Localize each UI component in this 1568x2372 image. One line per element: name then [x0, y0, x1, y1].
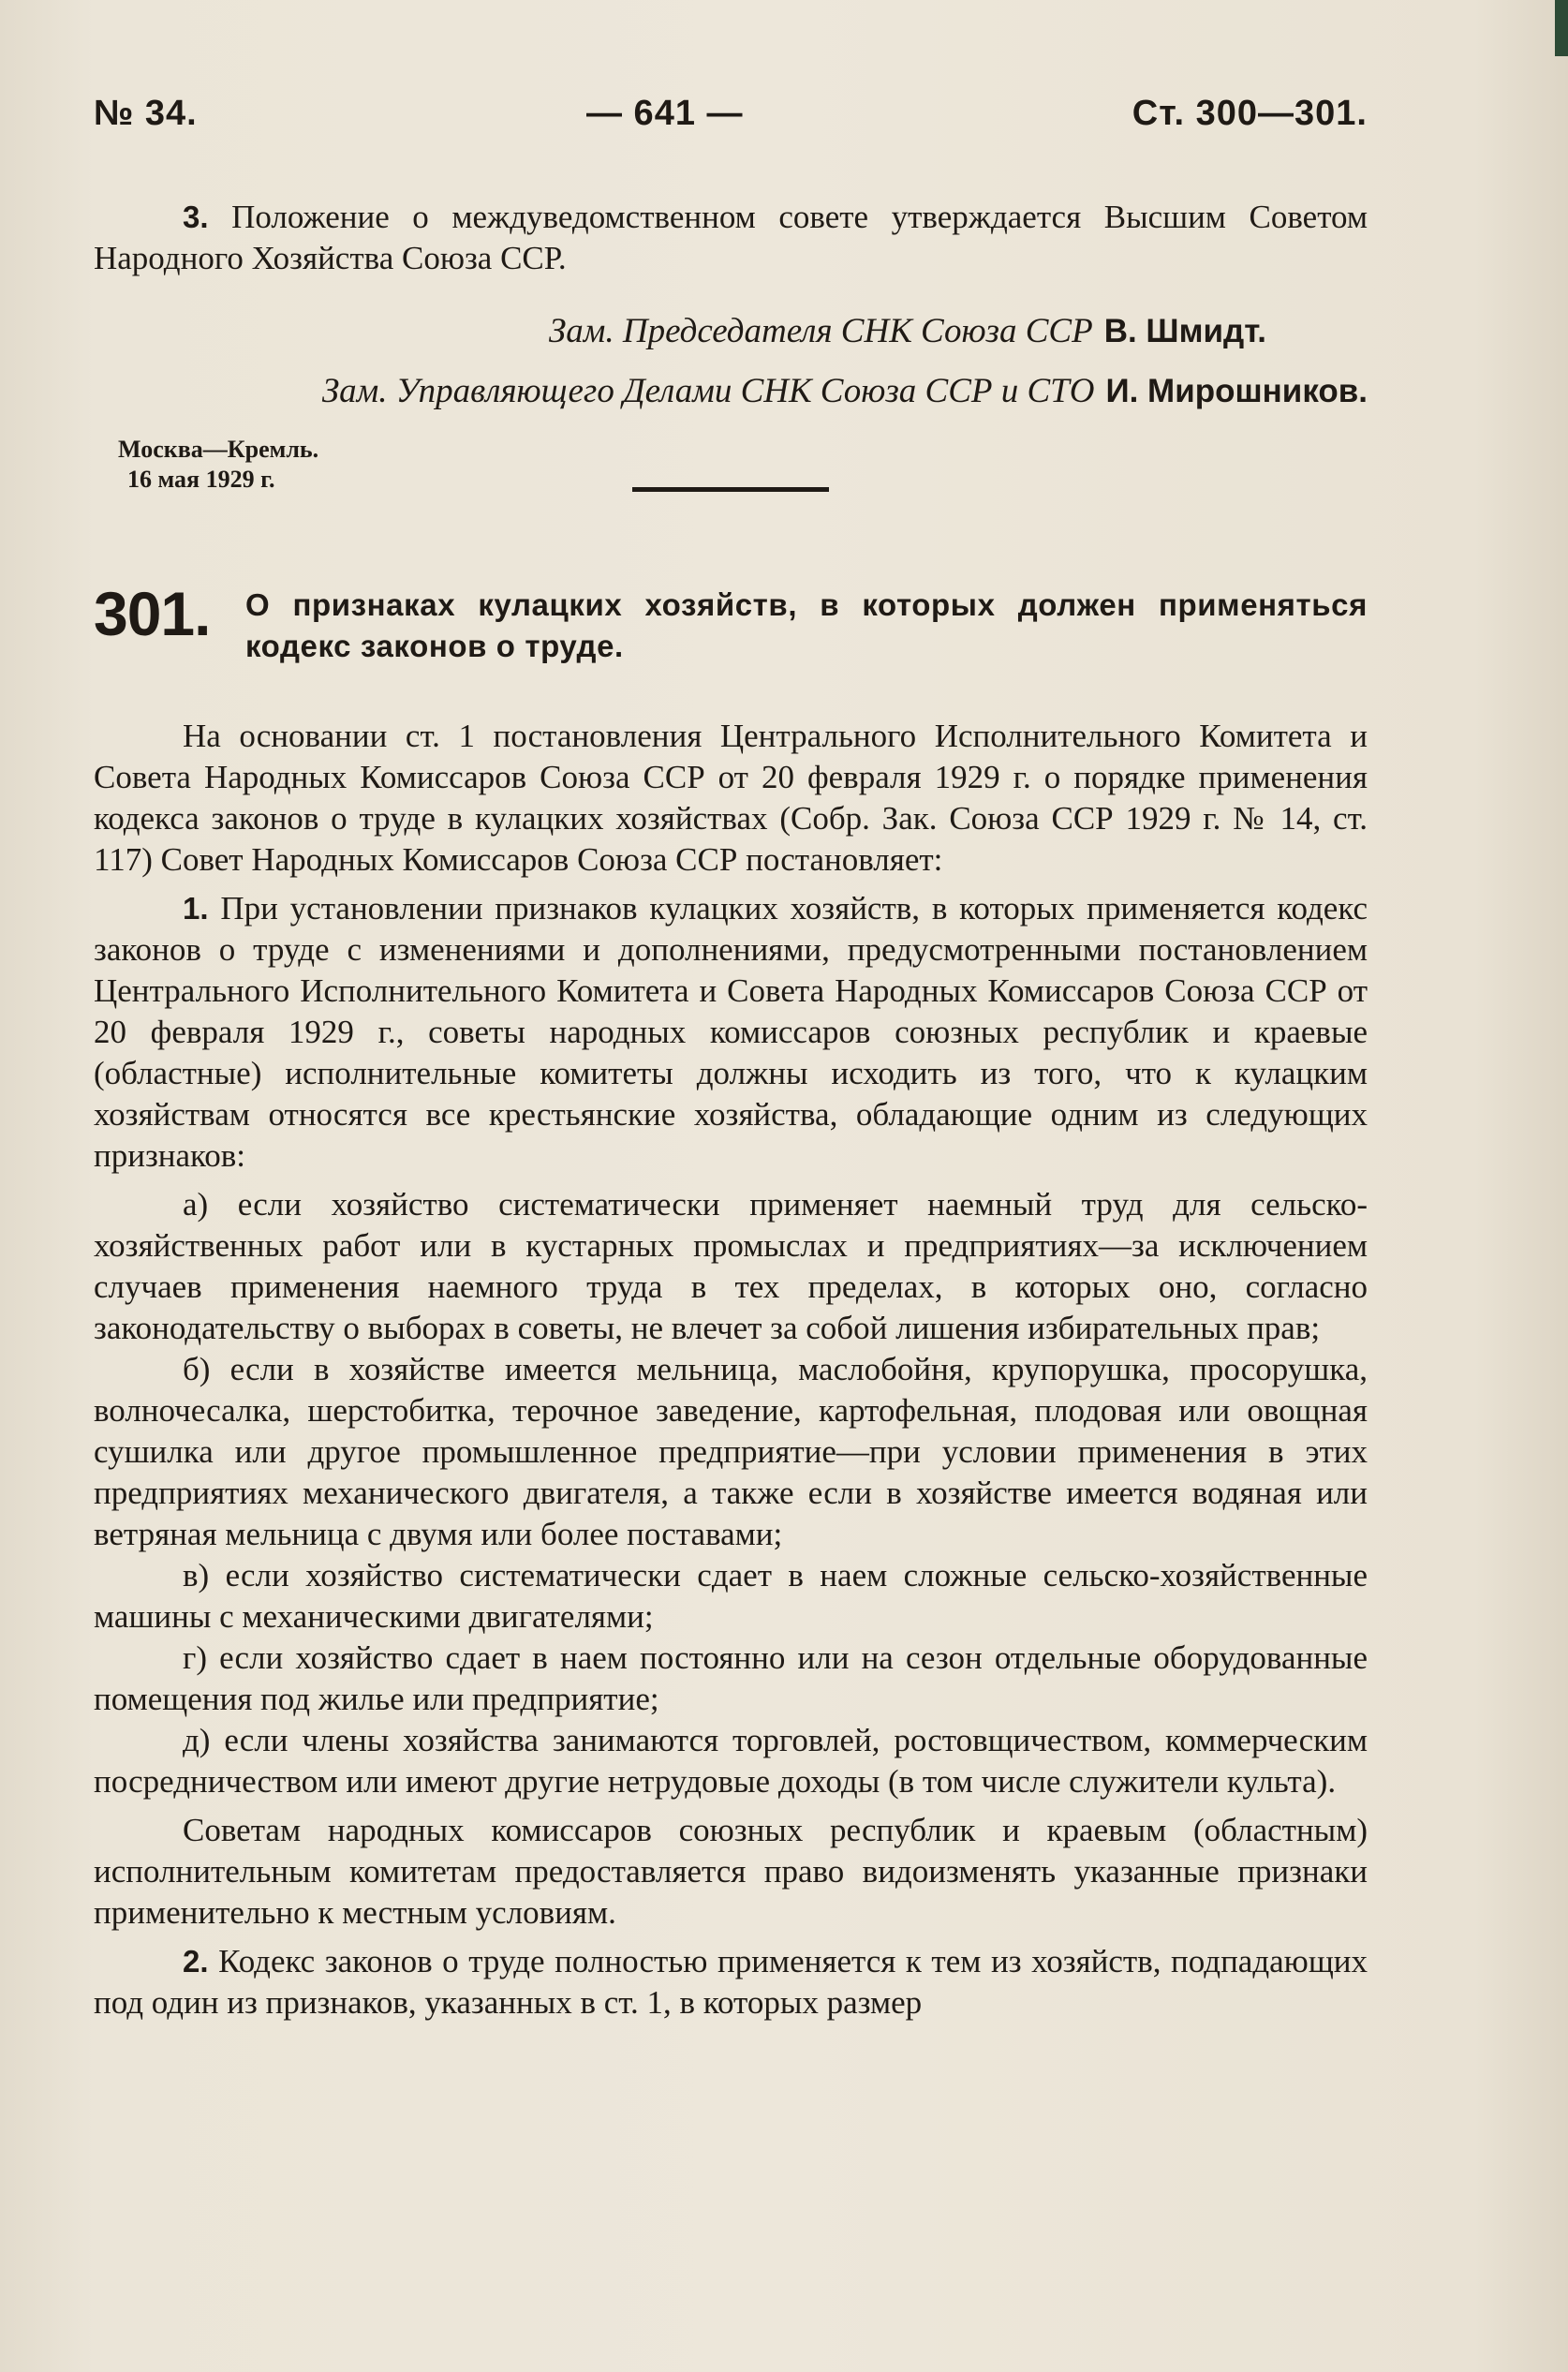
continuation-text: Положение о междуведомственном совете утверждается Высшим Советом Народного Хозяйства Союза ССР.	[94, 199, 1368, 276]
signature-line	[94, 371, 1368, 412]
signatory-name: В. Шмидт.	[1103, 313, 1266, 349]
section-divider	[632, 487, 829, 492]
intro-paragraph: На основании ст. 1 постановления Центрального Исполнительного Комитета и Совета Народных Комиссаров Союза ССР от 20 февраля 1929 г. о порядке применения кодекса законов о труде в кулацких хозяйствах (Собр. Зак. Союза ССР 1929 г. № 14, ст. 117) Совет Народных Комиссаров Союза ССР постановляет:	[94, 718, 1368, 878]
page-number: — 641 —	[586, 94, 744, 133]
running-header	[94, 94, 1368, 150]
article-text: Кодекс законов о труде полностью применяется к тем из хозяйств, подпадающих под один из признаков, указанных в ст. 1, в которых размер	[94, 1943, 1368, 2021]
clause-v: в) если хозяйство систематически сдает в наем сложные сельско-хозяйственные машины с механическими двигателями;	[94, 1557, 1368, 1635]
date: 16 мая 1929 г.	[127, 466, 275, 493]
issue-number: № 34.	[94, 94, 198, 133]
signature-block	[94, 311, 1368, 412]
clause-g: г) если хозяйство сдает в наем постоянно или на сезон отдельные оборудованные помещения под жилье или предприятие;	[94, 1639, 1368, 1717]
article-1	[94, 888, 1368, 1177]
signatory-name: И. Мирошников.	[1105, 373, 1368, 409]
clause-a: а) если хозяйство систематически применяет наемный труд для сельско-хозяйственных работ или в кустарных промыслах и предприятиях—за исключением случаев применения наемного труда в тех пределах, в которых оно, согласно законодательству о выборах в советы, не влечет за собой лишения избирательных прав;	[94, 1186, 1368, 1346]
place: Москва—Кремль.	[118, 436, 319, 463]
clause-b: б) если в хозяйстве имеется мельница, маслобойня, крупорушка, просорушка, волночесалка, шерстобитка, терочное заведение, картофельная, плодовая или овощная сушилка или другое промышленное предприятие—при условии применения в этих предприятиях механического двигателя, а также если в хозяйстве имеется водяная или ветряная мельница с двумя или более поставами;	[94, 1351, 1368, 1552]
article-number: 2.	[183, 1944, 209, 1979]
signatory-title: Зам. Управляющего Делами СНК Союза ССР и СТО	[321, 372, 1095, 410]
signatory-title: Зам. Председателя СНК Союза ССР	[548, 312, 1093, 350]
page-content	[94, 94, 1368, 2024]
continuation-paragraph	[94, 197, 1368, 279]
decree-title: О признаках кулацких хозяйств, в которых должен применяться кодекс законов о труде.	[245, 587, 1368, 663]
article-text: При установлении признаков кулацких хозяйств, в которых применяется кодекс законов о труде с изменениями и дополнениями, предусмотренными постановлением Центрального Исполнительного Комитета и Совета Народных Комиссаров Союза ССР от 20 февраля 1929 г., советы народных комиссаров союзных республик и краевые (областные) исполнительные комитеты должны исходить из того, что к кулацким хозяйствам относятся все крестьянские хозяйства, обладающие одним из следующих признаков:	[94, 890, 1368, 1174]
decree-number: 301.	[94, 579, 211, 648]
signature-line	[94, 311, 1368, 352]
councils-paragraph: Советам народных комиссаров союзных республик и краевым (областным) исполнительным комитетам предоставляется право видоизменять указанные признаки применительно к местным условиям.	[94, 1812, 1368, 1931]
place-date	[94, 435, 1368, 495]
decree-heading	[94, 581, 1368, 667]
article-number: 1.	[183, 891, 209, 926]
clause-d: д) если члены хозяйства занимаются торговлей, ростовщичеством, коммерческим посредничеством или имеют другие нетрудовые доходы (в том числе служители культа).	[94, 1722, 1368, 1800]
book-edge	[1555, 0, 1568, 56]
item-number: 3.	[183, 200, 209, 234]
article-range: Ст. 300—301.	[1132, 94, 1368, 133]
article-2	[94, 1941, 1368, 2024]
